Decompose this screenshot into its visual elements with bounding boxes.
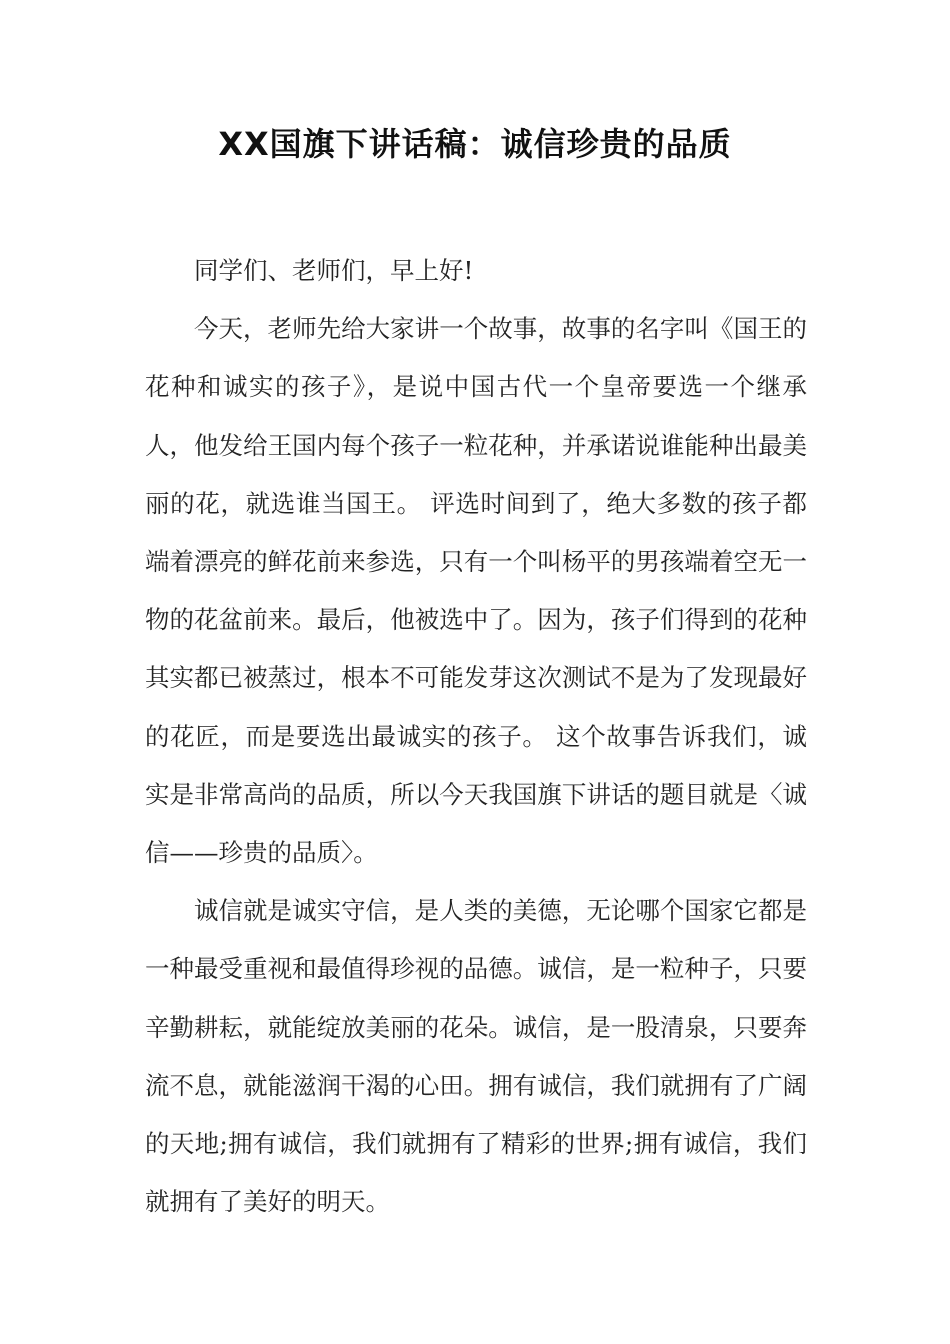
paragraph-story: 今天，老师先给大家讲一个故事，故事的名字叫《国王的花种和诚实的孩子》，是说中国古代一个皇帝要选一个继承人，他发给王国内每个孩子一粒花种，并承诺说谁能种出最美丽的花，就选谁当国王。 评选时间到了，绝大多数的孩子都端着漂亮的鲜花前来参选，只有一个叫杨平的男孩端着空无一物的花盆前来。最后，他被选中了。因为，孩子们得到的花种其实都已被蒸过，根本不可能发芽这次测试不是为了发现最好的花匠，而是要选出最诚实的孩子。 这个故事告诉我们，诚实是非常高尚的品质，所以今天我国旗下讲话的题目就是〈诚信——珍贵的品质〉。: [145, 314, 807, 868]
document-title: XX国旗下讲话稿：诚信珍贵的品质: [218, 125, 732, 163]
paragraph-greeting: 同学们、老师们，早上好!: [194, 256, 474, 285]
document-body: [145, 242, 807, 1231]
paragraph-integrity: 诚信就是诚实守信，是人类的美德，无论哪个国家它都是一种最受重视和最值得珍视的品德。诚信，是一粒种子，只要辛勤耕耘，就能绽放美丽的花朵。诚信，是一股清泉，只要奔流不息，就能滋润干渴的心田。拥有诚信，我们就拥有了广阔的天地;拥有诚信，我们就拥有了精彩的世界;拥有诚信，我们就拥有了美好的明天。: [145, 896, 807, 1217]
